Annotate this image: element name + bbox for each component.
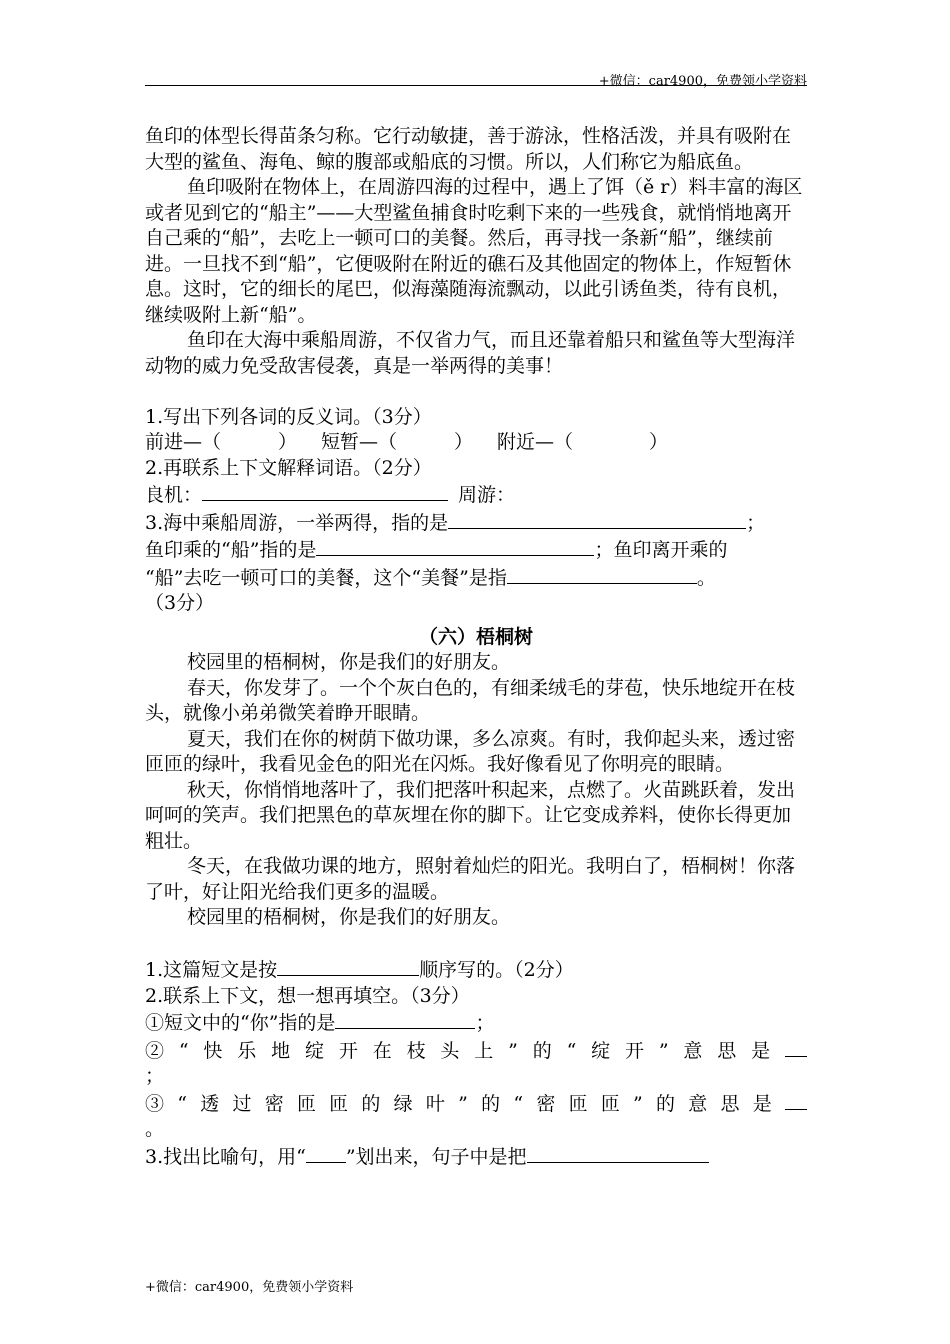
answer-blank[interactable] (277, 956, 419, 976)
passage6-paragraph-1: 校园里的梧桐树，你是我们的好朋友。 (187, 651, 511, 673)
answer-blank[interactable] (202, 481, 448, 501)
answer-blank[interactable] (335, 1009, 475, 1029)
answer-blank[interactable] (785, 1090, 807, 1110)
p5-q3-score: （3分） (145, 592, 215, 614)
p6-q2-item-2-end: ； (145, 1065, 165, 1087)
passage6-paragraph-6: 校园里的梧桐树，你是我们的好朋友。 (187, 906, 511, 928)
p6-q2-3-text: ③“透过密匝匝的绿叶”的“密匝匝”的意思是 (145, 1092, 785, 1115)
p5-question-1: 1.写出下列各词的反义词。（3分） (145, 405, 432, 428)
page-footer: +微信：car4900，免费领小学资料 (145, 1280, 354, 1295)
p5-q3-line-1 (145, 509, 807, 537)
p5-q1-words (145, 430, 807, 456)
q2-label-a: 良机： (145, 484, 203, 506)
passage5-paragraph-2: 鱼印吸附在物体上，在周游四海的过程中，遇上了饵（ě r）料丰富的海区或者见到它的“船主”——大型鲨鱼捕食时吃剩下来的一些残食，就悄悄地离开自己乘的“船”，去吃上一顿可口的美餐。然后，再寻找一条新“船”，继续前进。一旦找不到“船”，它便吸附在附近的礁石及其他固定的物体上，作短暂休息。这时，它的细长的尾巴，似海藻随海流飘动，以此引诱鱼类，待有良机，继续吸附上新“船”。 (145, 176, 803, 326)
p6-q3-text-a: 3.找出比喻句，用“ (145, 1145, 306, 1168)
answer-blank[interactable] (448, 509, 746, 529)
p5-question-2: 2.再联系上下文解释词语。（2分） (145, 456, 432, 479)
passage6-paragraph-2: 春天，你发芽了。一个个灰白色的，有细柔绒毛的芽苞，快乐地绽开在枝头，就像小弟弟微笑着睁开眼睛。 (145, 676, 796, 724)
answer-blank[interactable] (785, 1037, 807, 1057)
answer-blank[interactable] (507, 564, 697, 584)
p6-q1-text-a: 1.这篇短文是按 (145, 959, 278, 981)
p6-question-3 (145, 1143, 807, 1171)
semicolon: ； (746, 511, 766, 534)
passage5-paragraph-3: 鱼印在大海中乘船周游，不仅省力气，而且还靠着船只和鲨鱼等大型海洋动物的威力免受敌害侵袭，真是一举两得的美事！ (145, 329, 796, 377)
p6-q1-text-b: 顺序写的。（2分） (419, 959, 574, 981)
passage5-paragraph-1: 鱼印的体型长得苗条匀称。它行动敏捷，善于游泳，性格活泼，并具有吸附在大型的鲨鱼、海龟、鲸的腹部或船底的习惯。所以，人们称它为船底鱼。 (145, 125, 792, 173)
p6-q2-1-text: ①短文中的“你”指的是 (145, 1012, 336, 1034)
antonym-2: 短暂—（ ） (321, 431, 474, 453)
antonym-3: 附近—（ ） (497, 431, 669, 453)
q3-text-c: ；鱼印离开乘的 (594, 539, 728, 561)
p5-q2-line (145, 481, 807, 509)
spacer (145, 379, 807, 405)
underline-sample (306, 1143, 346, 1163)
passage6-paragraph-3: 夏天，我们在你的树荫下做功课，多么凉爽。有时，我仰起头来，透过密匝匝的绿叶，我看见金色的阳光在闪烁。我好像看见了你明亮的眼睛。 (145, 727, 796, 775)
p6-q2-2-text: ②“快乐地绽开在枝头上”的“绽开”意思是 (145, 1039, 785, 1062)
header-rule (145, 85, 807, 86)
answer-blank[interactable] (527, 1143, 709, 1163)
p5-q3-line-2 (145, 536, 807, 564)
p6-q3-text-b: ”划出来，句子中是把 (345, 1145, 527, 1168)
q3-text-d: “船”去吃一顿可口的美餐，这个“美餐”是指 (145, 566, 507, 589)
period: 。 (696, 566, 716, 589)
p6-q2-item-2 (145, 1037, 807, 1065)
q3-text-a: 3.海中乘船周游，一举两得，指的是 (145, 511, 449, 534)
p6-q2-item-3-end: 。 (145, 1118, 165, 1140)
answer-blank[interactable] (316, 536, 594, 556)
document-body (145, 124, 807, 1170)
semicolon: ； (475, 1012, 495, 1034)
p6-question-1 (145, 956, 807, 984)
p6-q2-item-3 (145, 1090, 807, 1118)
page-header: +微信：car4900，免费领小学资料 (598, 74, 807, 89)
p5-q3-line-3 (145, 564, 807, 592)
passage6-title: （六）梧桐树 (418, 625, 533, 648)
antonym-1: 前进—（ ） (145, 431, 298, 453)
p6-question-2: 2.联系上下文，想一想再填空。（3分） (145, 984, 470, 1007)
p6-q2-item-1 (145, 1009, 807, 1037)
spacer (145, 931, 807, 957)
q2-label-b: 周游： (458, 484, 516, 506)
passage6-paragraph-5: 冬天，在我做功课的地方，照射着灿烂的阳光。我明白了，梧桐树！你落了叶，好让阳光给我们更多的温暖。 (145, 855, 796, 903)
passage6-paragraph-4: 秋天，你悄悄地落叶了，我们把落叶积起来，点燃了。火苗跳跃着，发出呵呵的笑声。我们把黑色的草灰埋在你的脚下。让它变成养料，使你长得更加粗壮。 (145, 778, 796, 852)
q3-text-b: 鱼印乘的“船”指的是 (145, 539, 317, 561)
